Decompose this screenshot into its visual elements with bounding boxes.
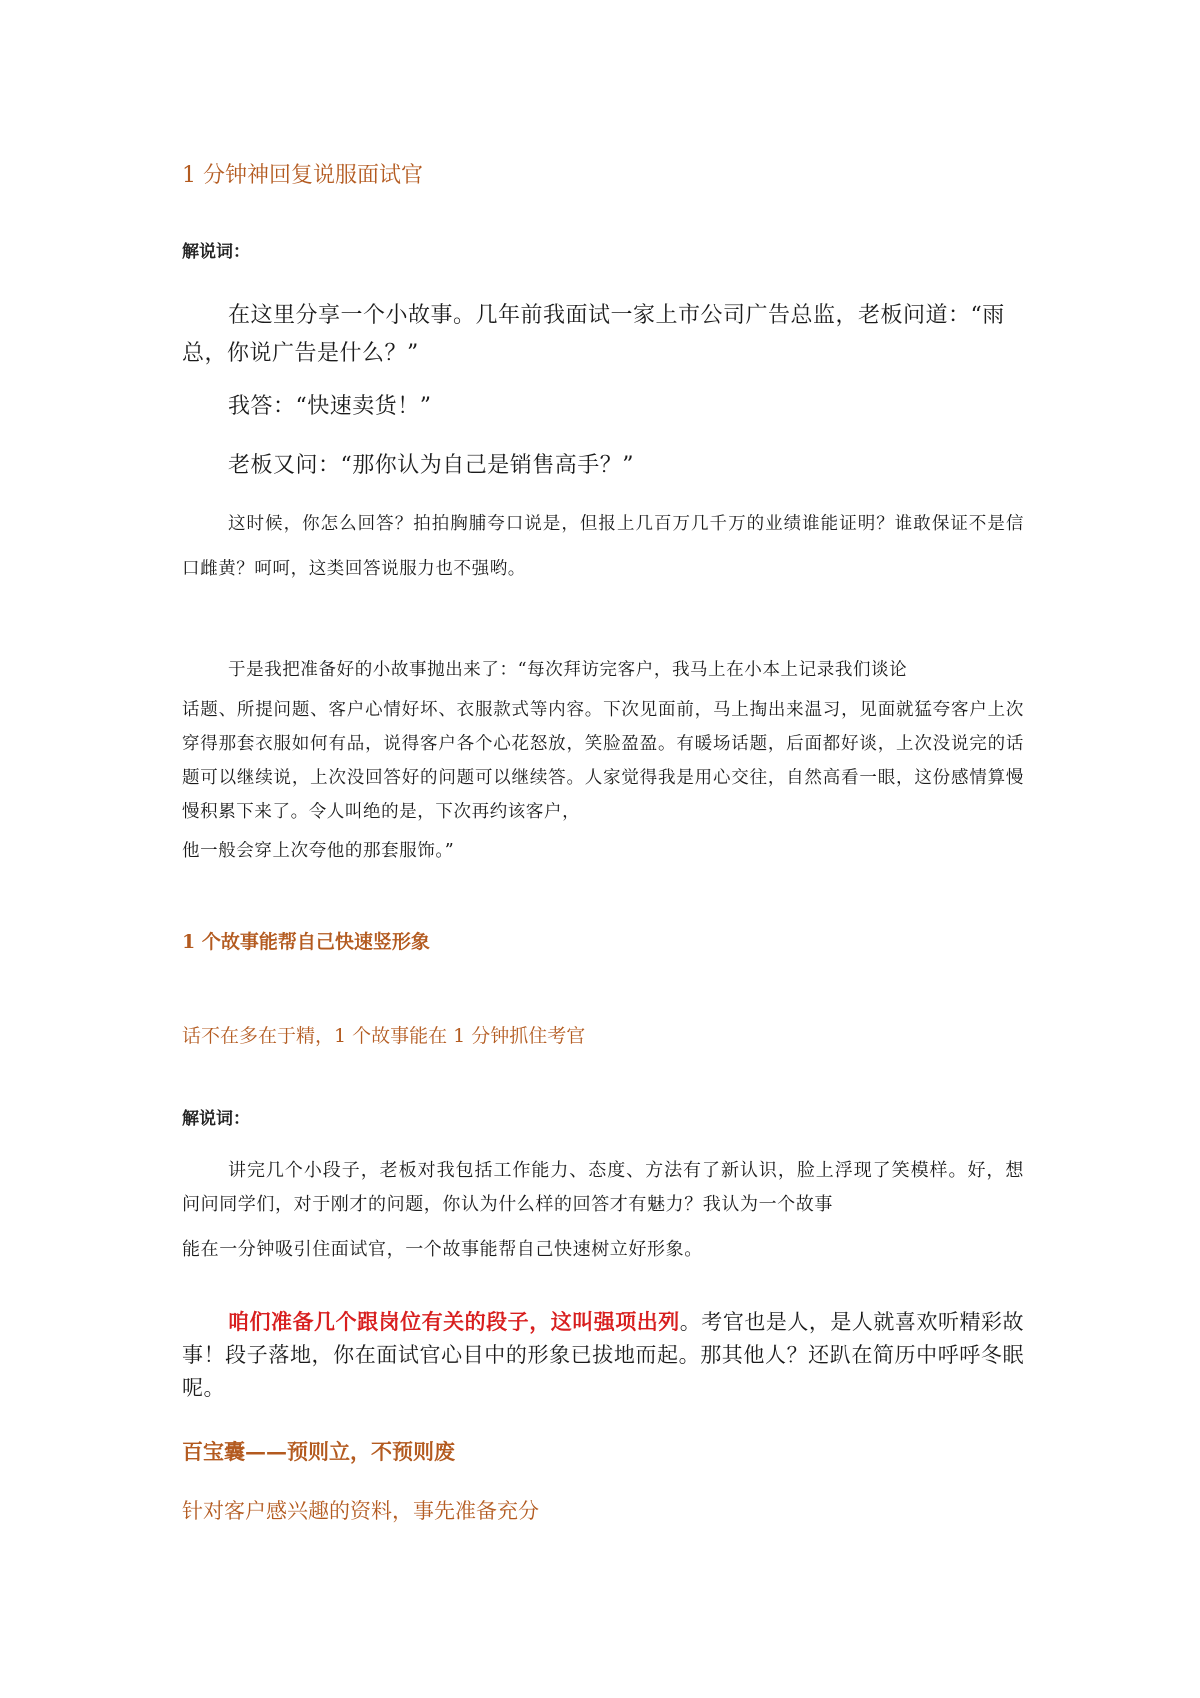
explanation-paragraph: 讲完几个小段子，老板对我包括工作能力、态度、方法有了新认识，脸上浮现了笑模样。好，想问问同学们，对于刚才的问题，你认为什么样的回答才有魅力？我认为一个故事 xyxy=(182,1160,1024,1215)
story-quote-body: 话题、所提问题、客户心情好坏、衣服款式等内容。下次见面前，马上掏出来温习，见面就猛夸客户上次穿得那套衣服如何有品，说得客户各个心花怒放，笑脸盈盈。有暖场话题，后面都好谈，上次没说完的话题可以继续说，上次没回答好的问题可以继续答。人家觉得我是用心交往，自然高看一眼，这份感情算慢慢积累下来了。令人叫绝的是，下次再约该客户， xyxy=(182,700,1024,822)
narration-label: 解说词： xyxy=(182,1109,250,1129)
story-quote-last-line: 他一般会穿上次夸他的那套服饰。” xyxy=(182,841,455,861)
section-title: 1 分钟神回复说服面试官 xyxy=(182,163,423,188)
explanation-last-line: 能在一分钟吸引住面试官，一个故事能帮自己快速树立好形象。 xyxy=(182,1239,703,1260)
story-quote-block xyxy=(182,648,1024,874)
section-subheading: 针对客户感兴趣的资料，事先准备充分 xyxy=(182,1499,539,1523)
narration-label: 解说词： xyxy=(182,242,250,262)
section-heading: 1 个故事能帮自己快速竖形象 xyxy=(182,931,430,953)
story-quote-first-line: 于是我把准备好的小故事抛出来了：“每次拜访完客户，我马上在小本上记录我们谈论 xyxy=(228,660,908,680)
section-heading: 百宝囊——预则立，不预则废 xyxy=(182,1439,455,1464)
highlight-text: 咱们准备几个跟岗位有关的段子，这叫强项出列 xyxy=(228,1309,680,1334)
section-subheading: 话不在多在于精，1 个故事能在 1 分钟抓住考官 xyxy=(182,1025,586,1047)
highlight-paragraph xyxy=(182,1305,1024,1405)
highlight-paragraph-rest: 。考官也是人，是人就喜欢听精彩故事！段子落地，你在面试官心目中的形象已拔地而起。那其他人？还趴在简历中呼呼冬眠呢。 xyxy=(182,1310,1025,1400)
question-paragraph: 老板又问：“那你认为自己是销售高手？” xyxy=(228,453,634,478)
analysis-paragraph: 这时候，你怎么回答？拍拍胸脯夸口说是，但报上几百万几千万的业绩谁能证明？谁敢保证不是信口雌黄？呵呵，这类回答说服力也不强哟。 xyxy=(182,514,1024,579)
answer-paragraph: 我答：“快速卖货！” xyxy=(228,394,432,419)
story-paragraph: 在这里分享一个小故事。几年前我面试一家上市公司广告总监，老板问道：“雨总，你说广告是什么？” xyxy=(182,303,1005,366)
